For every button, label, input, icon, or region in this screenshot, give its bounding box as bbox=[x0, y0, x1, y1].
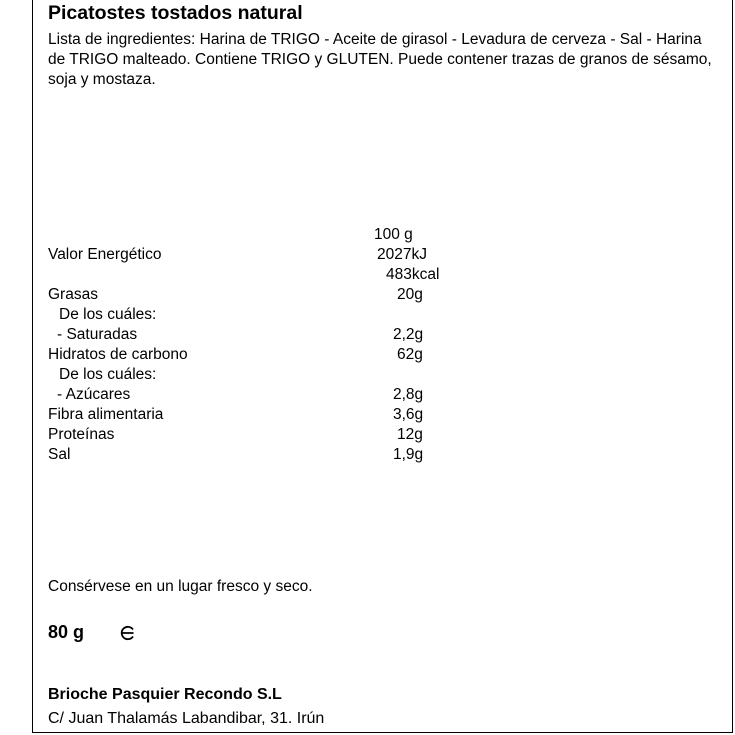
nutrition-header: 100 g bbox=[374, 226, 413, 243]
nutrition-row-label: Hidratos de carbono bbox=[48, 346, 188, 363]
nutrition-row-label: Grasas bbox=[48, 286, 98, 303]
product-label bbox=[32, 0, 733, 733]
company-address: C/ Juan Thalamás Labandibar, 31. Irún bbox=[48, 710, 325, 727]
energy-kj-value: 2027kJ bbox=[377, 246, 427, 263]
company-name: Brioche Pasquier Recondo S.L bbox=[48, 686, 282, 703]
product-title: Picatostes tostados natural bbox=[48, 2, 303, 24]
storage-instructions: Consérvese en un lugar fresco y seco. bbox=[48, 578, 313, 595]
nutrition-row-label: Fibra alimentaria bbox=[48, 406, 164, 423]
nutrition-row-label: De los cuáles: bbox=[59, 306, 157, 323]
nutrition-row-value: 20g bbox=[397, 286, 423, 303]
net-weight: 80 g bbox=[48, 622, 85, 642]
nutrition-row-label: - Azúcares bbox=[57, 386, 131, 403]
nutrition-row-label: - Saturadas bbox=[57, 326, 138, 343]
nutrition-row-value: 1,9g bbox=[393, 446, 424, 463]
nutrition-row-value: 12g bbox=[397, 426, 423, 443]
nutrition-row-value: 3,6g bbox=[393, 406, 424, 423]
nutrition-row-value: 2,8g bbox=[393, 386, 424, 403]
energy-label: Valor Energético bbox=[48, 246, 162, 263]
ingredients-list: Lista de ingredientes: Harina de TRIGO - Aceite de girasol - Levadura de cerveza - Sal - Harina de TRIGO malteado. Contiene TRIGO y GLUTEN. Puede contener trazas de granos de sésamo, soja y mostaza. bbox=[48, 31, 712, 88]
nutrition-row-label: Proteínas bbox=[48, 426, 115, 443]
nutrition-row-label: Sal bbox=[48, 446, 71, 463]
energy-kcal-value: 483kcal bbox=[386, 266, 440, 283]
nutrition-row-value: 2,2g bbox=[393, 326, 424, 343]
e-mark-icon bbox=[119, 623, 135, 643]
nutrition-row-label: De los cuáles: bbox=[59, 366, 157, 383]
nutrition-row-value: 62g bbox=[397, 346, 423, 363]
